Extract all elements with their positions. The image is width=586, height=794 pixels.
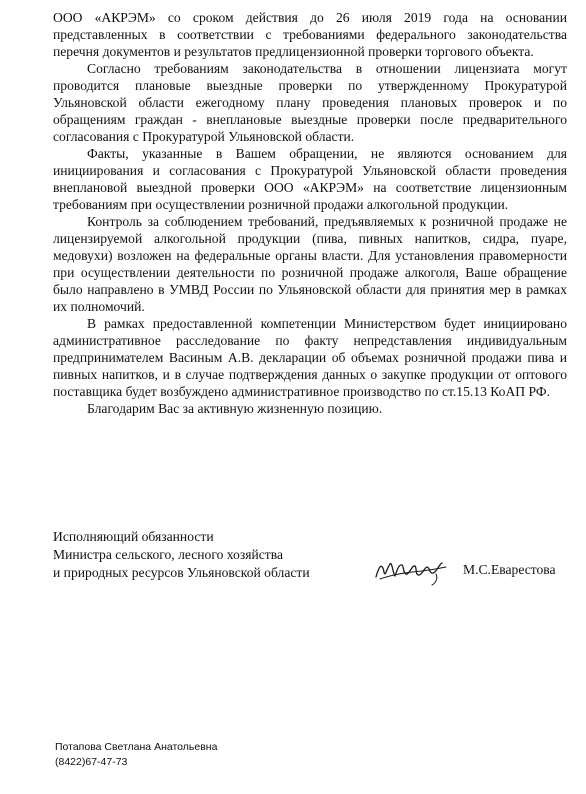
paragraph-thanks: Благодарим Вас за активную жизненную позицию. — [87, 401, 383, 416]
executor-contact — [55, 740, 217, 770]
executor-phone: (8422)67-47-73 — [55, 756, 128, 768]
position-line: Исполняющий обязанности — [53, 529, 214, 544]
paragraph-no-grounds: Факты, указанные в Вашем обращении, не являются основанием для инициирования и согласования с Прокуратурой Ульяновской области проведения внеплановой выездной проверки ООО «АКРЭМ» на соответствие лицензионным требованиям при осуществлении розничной продажи алкогольной продукции. — [53, 146, 567, 212]
paragraph-license-continuation: ООО «АКРЭМ» со сроком действия до 26 июля 2019 года на основании представленных в соответствии с требованиями федерального законодательства перечня документов и результатов предлицензионной проверки торгового объекта. — [53, 10, 567, 59]
paragraph-inspection-rules: Согласно требованиям законодательства в отношении лицензиата могут проводится плановые выездные проверки по утвержденному Прокуратурой Ульяновской области ежегодному плану проведения плановых проверок и по обращениям граждан - внеплановые выездные проверки после предварительного согласования с Прокуратурой Ульяновской области. — [53, 61, 567, 144]
paragraph-federal-control: Контроль за соблюдением требований, предъявляемых к розничной продаже не лицензируемой алкогольной продукции (пива, пивных напитков, сидра, пуаре, медовухи) возложен на федеральные органы власти. Для установления правомерности при осуществлении деятельности по розничной продаже алкоголя, Ваше обращение было направлено в УМВД России по Ульяновской области для принятия мер в рамках их полномочий. — [53, 214, 567, 314]
signatory-position — [53, 528, 383, 582]
handwritten-signature — [372, 550, 450, 588]
position-line: Министра сельского, лесного хозяйства — [53, 547, 283, 562]
letter-body — [53, 9, 567, 417]
position-line: и природных ресурсов Ульяновской области — [53, 565, 310, 580]
paragraph-investigation: В рамках предоставленной компетенции Министерством будет инициировано административное расследование по факту непредставления индивидуальным предпринимателем Васиным А.В. декларации об объемах розничной продажи пива и пивных напитков, и в случае подтверждения данных о закупке продукции от оптового поставщика будет возбуждено административное производство по ст.15.13 КоАП РФ. — [53, 316, 567, 399]
signer-name: М.С.Еварестова — [463, 562, 556, 577]
executor-name: Потапова Светлана Анатольевна — [55, 741, 218, 753]
